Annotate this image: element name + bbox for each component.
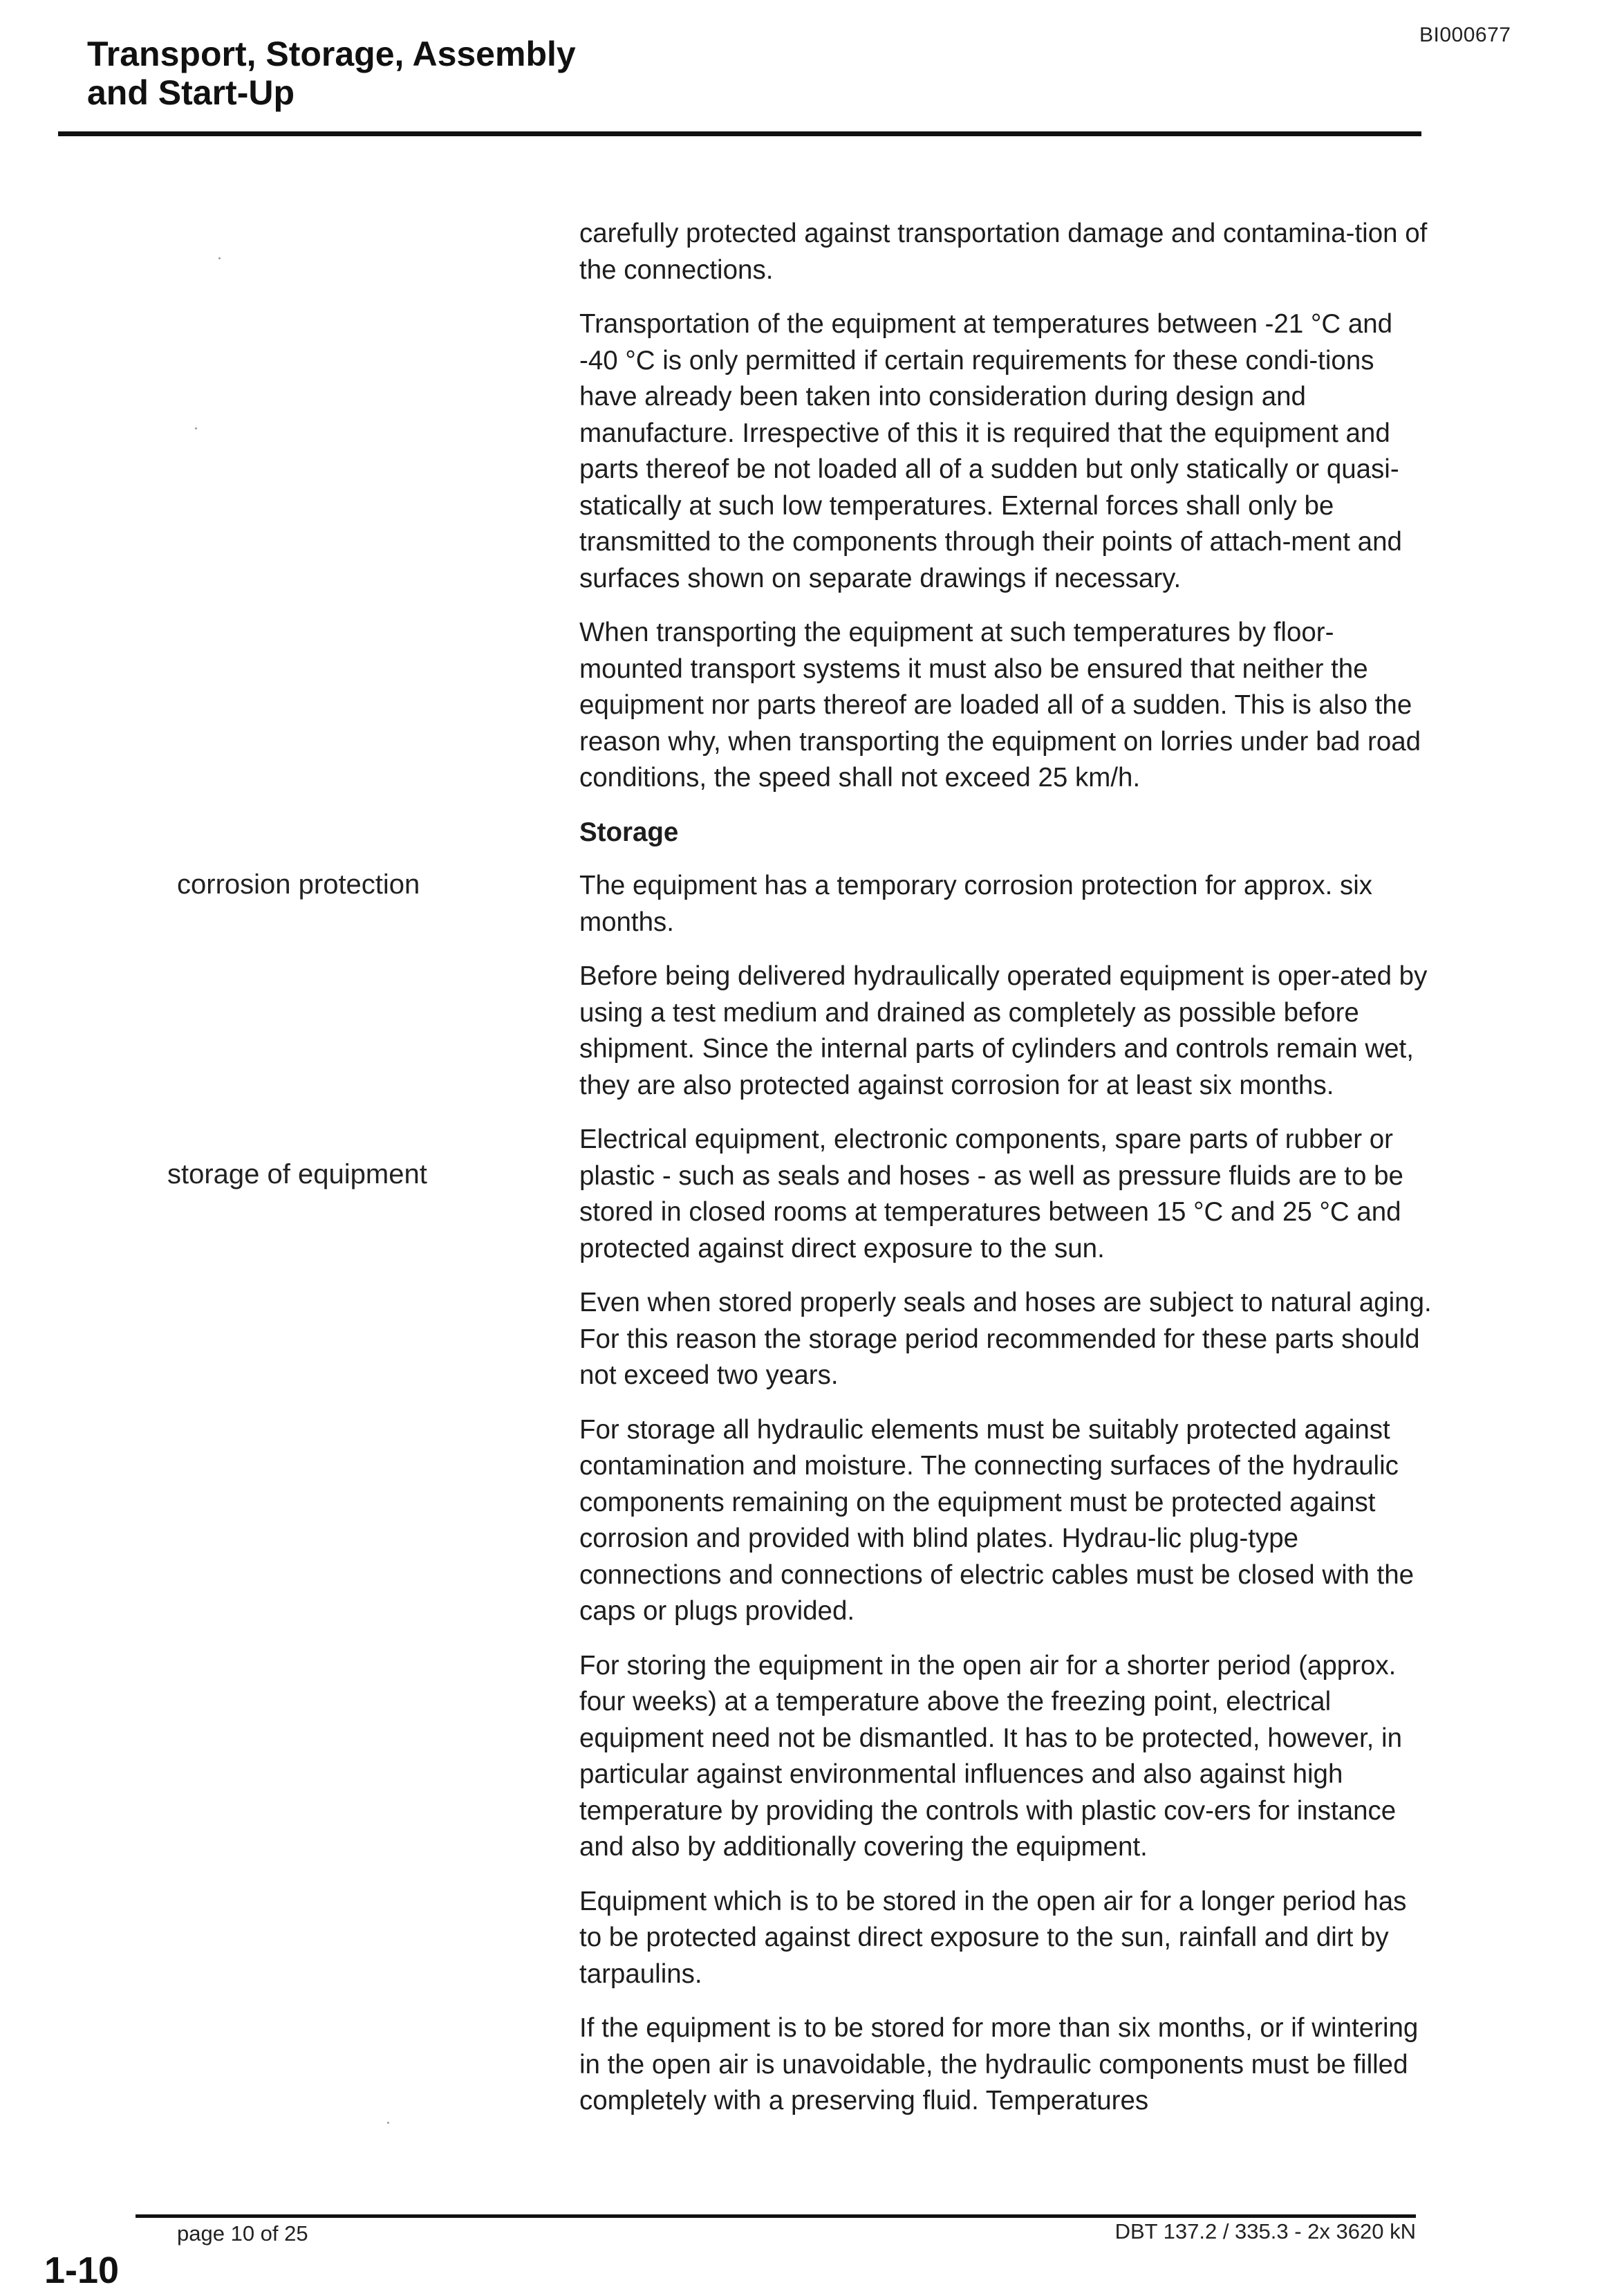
document-id: BI000677 <box>1419 24 1511 46</box>
paragraph-preserving-fluid: If the equipment is to be stored for more than six months, or if wintering in the open air is unavoidable, the hydraulic components must be filled completely with a preserving fluid. Temperatures <box>579 2013 1419 2116</box>
footer-divider <box>136 2214 1416 2218</box>
paragraph-hydraulic-test-medium: Before being delivered hydraulically operated equipment is oper-ated by using a test medium and drained as completely as possible before shipment. Since the internal parts of cylinders and controls remain wet, they are also protected against corrosion for at least six months. <box>579 961 1428 1100</box>
section-heading-storage: Storage <box>579 817 679 847</box>
paragraph-low-temperature-transport: Transportation of the equipment at temperatures between -21 °C and -40 °C is only permitted if certain requirements for these condi-tions have already been taken into consideration during design and manufacture. Irrespective of this it is required that the equipment and parts thereof be not loaded all of a sudden but only statically or quasi-statically at such low temperatures. External forces shall only be transmitted to the components through their points of attach-ment and surfaces shown on separate drawings if necessary. <box>579 309 1402 593</box>
paragraph-floor-transport: When transporting the equipment at such temperatures by floor-mounted transport systems it must also be ensured that neither the equipment nor parts thereof are loaded all of a sudden. This is also the reason why, when transporting the equipment on lorries under bad road conditions, the speed shall not exceed 25 km/h. <box>579 618 1421 793</box>
footer-document-reference: DBT 137.2 / 335.3 - 2x 3620 kN <box>1114 2219 1416 2243</box>
footer-page-label: page 10 of 25 <box>177 2221 308 2246</box>
header-title-line-2: and Start-Up <box>87 73 295 112</box>
paragraph-closed-room-storage: Electrical equipment, electronic components, spare parts of rubber or plastic - such as seals and hoses - as well as pressure fluids are to be stored in closed rooms at temperatures between 15 °C and 25 °C and protected against direct exposure to the sun. <box>579 1124 1403 1263</box>
margin-note-corrosion-protection: corrosion protection <box>177 869 420 900</box>
body-text-column <box>579 216 1435 2138</box>
margin-note-storage-of-equipment: storage of equipment <box>167 1159 427 1189</box>
scan-speck <box>195 427 197 429</box>
scan-speck <box>387 2122 389 2124</box>
paragraph-seal-aging: Even when stored properly seals and hoses are subject to natural aging. For this reason the storage period recommended for these parts should not exceed two years. <box>579 1288 1432 1390</box>
header-title-line-1: Transport, Storage, Assembly <box>87 35 576 73</box>
paragraph-temporary-corrosion-protection: The equipment has a temporary corrosion protection for approx. six months. <box>579 871 1373 937</box>
paragraph-long-open-air-storage: Equipment which is to be stored in the open air for a longer period has to be protected against direct exposure to the sun, rainfall and dirt by tarpaulins. <box>579 1886 1407 1989</box>
scan-speck <box>218 257 221 259</box>
page-header-title <box>87 35 576 112</box>
paragraph-protection-continued: carefully protected against transportation damage and contamina-tion of the connections. <box>579 219 1428 285</box>
paragraph-short-open-air-storage: For storing the equipment in the open air for a shorter period (approx. four weeks) at a temperature above the freezing point, electrical equipment need not be dismantled. It has to be protected, however, in particular against environmental influences and also against high temperature by providing the controls with plastic cov-ers for instance and also by additionally covering the equipment. <box>579 1650 1403 1862</box>
page-number: 1-10 <box>44 2250 120 2291</box>
header-divider <box>58 131 1421 136</box>
paragraph-hydraulic-protection: For storage all hydraulic elements must be suitably protected against contamination and moisture. The connecting surfaces of the hydraulic components remaining on the equipment must be protected against corrosion and provided with blind plates. Hydrau-lic plug-type connections and connections of electric cables must be closed with the caps or plugs provided. <box>579 1414 1415 1626</box>
